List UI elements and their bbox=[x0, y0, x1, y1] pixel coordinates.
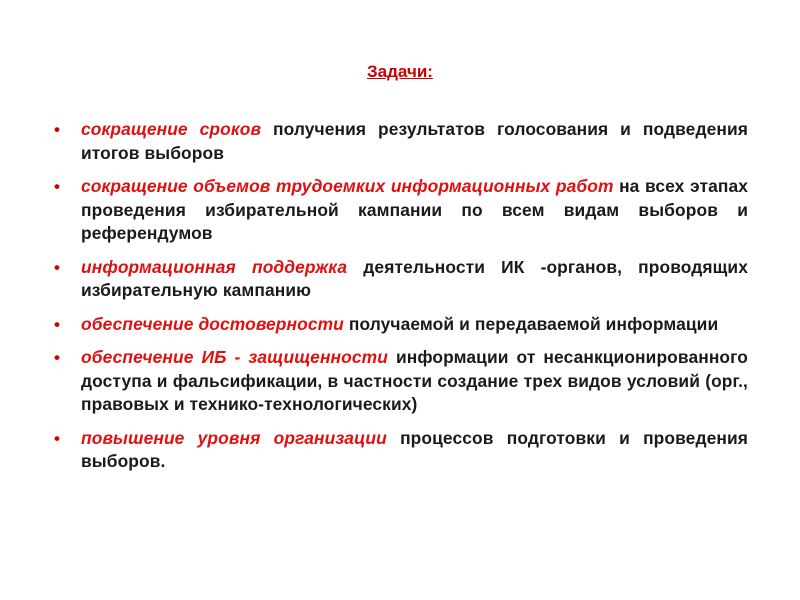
bullet-icon: • bbox=[54, 428, 61, 448]
task-highlight: обеспечение достоверности bbox=[81, 313, 344, 334]
task-text: получаемой и передаваемой информации bbox=[343, 313, 719, 334]
task-item bbox=[48, 346, 748, 417]
bullet-icon: • bbox=[54, 120, 61, 139]
bullet-icon: • bbox=[54, 177, 61, 196]
task-item bbox=[48, 118, 748, 165]
task-item bbox=[48, 175, 748, 246]
task-item bbox=[48, 427, 748, 474]
task-text: получения результатов голосования и подведения итогов выборов bbox=[81, 119, 748, 163]
bullet-icon: • bbox=[54, 257, 61, 277]
task-highlight: повышение уровня организации bbox=[81, 427, 387, 448]
task-highlight: сокращение сроков bbox=[81, 119, 262, 139]
task-item bbox=[48, 313, 748, 337]
task-text: процессов подготовки и проведения выборов. bbox=[81, 427, 749, 471]
task-highlight: информационная поддержка bbox=[81, 256, 348, 277]
task-list bbox=[48, 118, 748, 484]
task-highlight: сокращение объемов трудоемких информационных работ bbox=[81, 176, 614, 196]
bullet-icon: • bbox=[54, 314, 61, 334]
bullet-icon: • bbox=[54, 348, 61, 367]
task-highlight: обеспечение ИБ - защищенности bbox=[81, 347, 388, 367]
task-text: на всех этапах проведения избирательной кампании по всем видам выборов и референдумов bbox=[81, 176, 748, 243]
task-text: деятельности ИК -органов, проводящих избирательную кампанию bbox=[81, 256, 748, 300]
task-text: информации от несанкционированного доступа и фальсификации, в частности создание трех видов условий (орг., правовых и технико-технологических) bbox=[81, 347, 748, 414]
task-item bbox=[48, 256, 748, 303]
slide-title: Задачи: bbox=[367, 62, 433, 81]
